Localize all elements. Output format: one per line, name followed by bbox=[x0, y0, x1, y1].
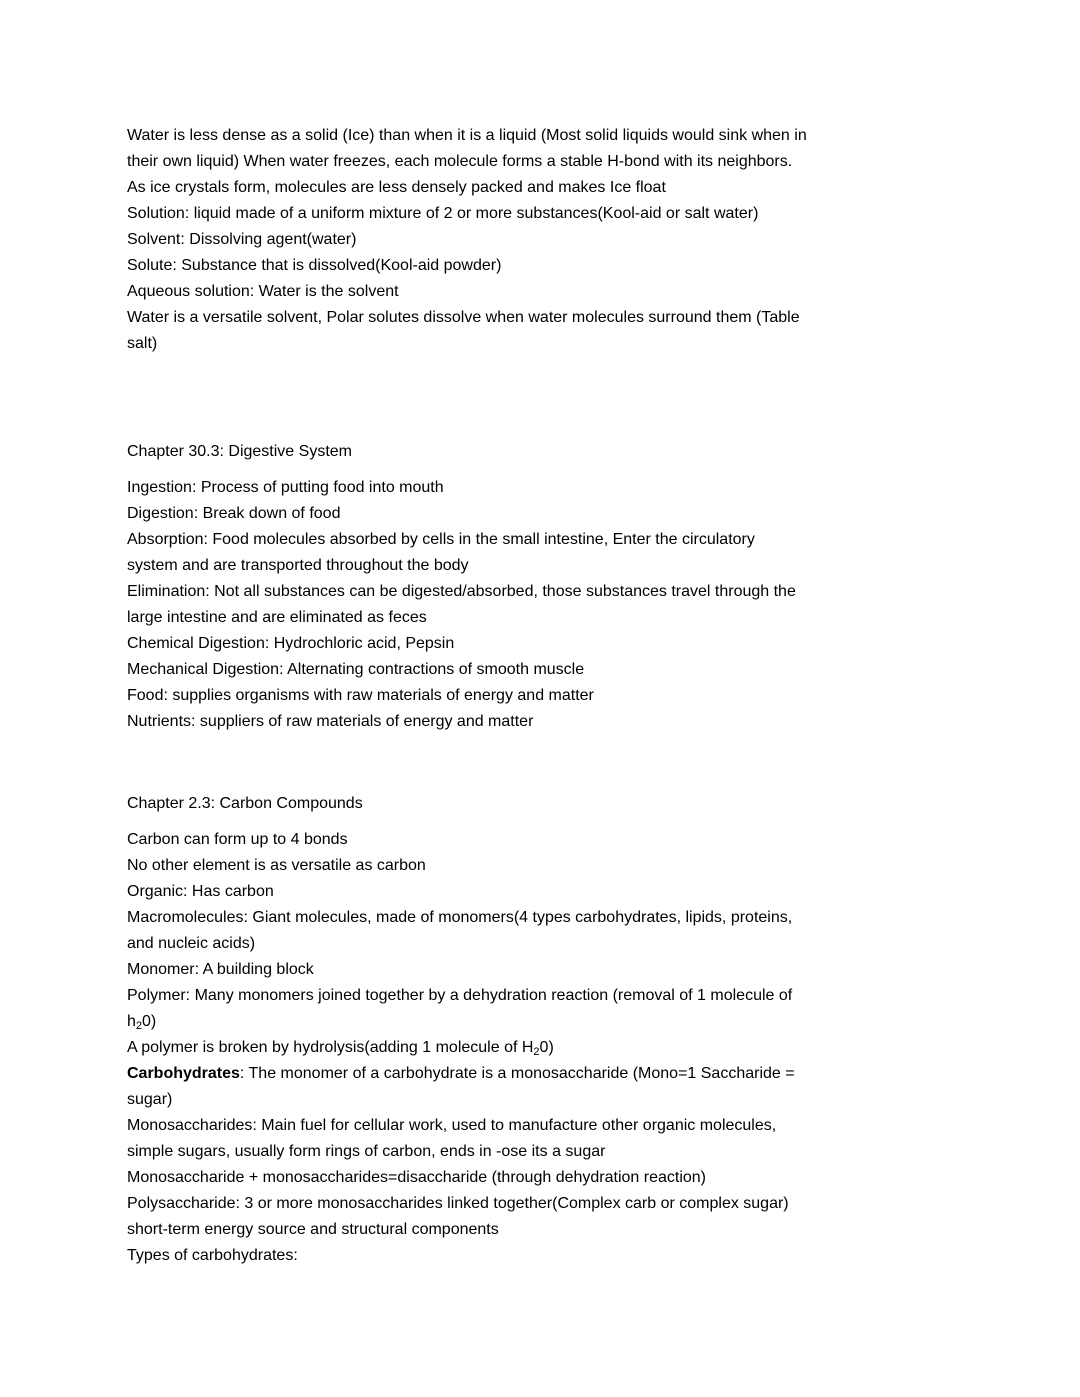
text-line: system and are transported throughout the body bbox=[127, 557, 469, 574]
text-line: Polysaccharide: 3 or more monosaccharides linked together(Complex carb or complex sugar) bbox=[127, 1195, 789, 1212]
subscript-text-run: 2 bbox=[135, 1020, 143, 1032]
text-line: large intestine and are eliminated as feces bbox=[127, 609, 427, 626]
text-line: their own liquid) When water freezes, each molecule forms a stable H-bond with its neighbors. bbox=[127, 153, 793, 170]
text-line: Water is a versatile solvent, Polar solutes dissolve when water molecules surround them (Table bbox=[127, 309, 800, 326]
paragraph bbox=[127, 123, 960, 357]
text-line: Nutrients: suppliers of raw materials of energy and matter bbox=[127, 713, 534, 730]
text-line: and nucleic acids) bbox=[127, 935, 256, 952]
text-line: Monosaccharides: Main fuel for cellular work, used to manufacture other organic molecules, bbox=[127, 1117, 777, 1134]
text-line: Chemical Digestion: Hydrochloric acid, Pepsin bbox=[127, 635, 455, 652]
bold-text-run: Carbohydrates bbox=[127, 1065, 240, 1082]
blank-line bbox=[127, 357, 960, 383]
text-line: Monosaccharide + monosaccharides=disaccharide (through dehydration reaction) bbox=[127, 1169, 706, 1186]
text-line: Solute: Substance that is dissolved(Kool-aid powder) bbox=[127, 257, 502, 274]
blank-line bbox=[127, 735, 960, 761]
text-line bbox=[127, 1009, 960, 1035]
text-line: Food: supplies organisms with raw materials of energy and matter bbox=[127, 687, 594, 704]
text-line: Polymer: Many monomers joined together by a dehydration reaction (removal of 1 molecule of bbox=[127, 987, 793, 1004]
paragraph bbox=[127, 475, 960, 735]
text-line: Water is less dense as a solid (Ice) than when it is a liquid (Most solid liquids would sink when in bbox=[127, 127, 807, 144]
text-line: Solution: liquid made of a uniform mixture of 2 or more substances(Kool-aid or salt water) bbox=[127, 205, 759, 222]
text-line: Elimination: Not all substances can be digested/absorbed, those substances travel through the bbox=[127, 583, 796, 600]
text-run: 0) bbox=[142, 1013, 157, 1030]
text-run: 0) bbox=[539, 1039, 554, 1056]
subscript-text-run: 2 bbox=[533, 1046, 540, 1058]
blank-line bbox=[127, 761, 960, 787]
paragraph bbox=[127, 827, 960, 1269]
text-line: No other element is as versatile as carbon bbox=[127, 857, 426, 874]
text-run: h bbox=[127, 1013, 136, 1030]
text-line: As ice crystals form, molecules are less densely packed and makes Ice float bbox=[127, 179, 666, 196]
text-line: Solvent: Dissolving agent(water) bbox=[127, 231, 357, 248]
section-heading bbox=[127, 439, 960, 465]
text-line: Mechanical Digestion: Alternating contractions of smooth muscle bbox=[127, 661, 585, 678]
text-line: salt) bbox=[127, 335, 158, 352]
text-line: Aqueous solution: Water is the solvent bbox=[127, 283, 399, 300]
blank-line bbox=[127, 409, 960, 435]
text-line: Monomer: A building block bbox=[127, 961, 314, 978]
text-line: Digestion: Break down of food bbox=[127, 505, 341, 522]
text-run: : The monomer of a carbohydrate is a monosaccharide (Mono=1 Saccharide = bbox=[239, 1065, 795, 1082]
text-line: Ingestion: Process of putting food into mouth bbox=[127, 479, 444, 496]
text-line: Organic: Has carbon bbox=[127, 883, 274, 900]
text-line: Types of carbohydrates: bbox=[127, 1247, 298, 1264]
blank-line bbox=[127, 383, 960, 409]
text-line: sugar) bbox=[127, 1091, 173, 1108]
heading-line: Chapter 30.3: Digestive System bbox=[127, 443, 352, 460]
text-line: short-term energy source and structural components bbox=[127, 1221, 499, 1238]
section-heading bbox=[127, 791, 960, 817]
text-line: Macromolecules: Giant molecules, made of monomers(4 types carbohydrates, lipids, proteins, bbox=[127, 909, 793, 926]
text-line bbox=[127, 1061, 960, 1087]
text-line: Absorption: Food molecules absorbed by cells in the small intestine, Enter the circulatory bbox=[127, 531, 755, 548]
text-line bbox=[127, 1035, 960, 1061]
heading-line: Chapter 2.3: Carbon Compounds bbox=[127, 795, 363, 812]
text-line: Carbon can form up to 4 bonds bbox=[127, 831, 348, 848]
text-run: A polymer is broken by hydrolysis(adding 1 molecule of H bbox=[127, 1039, 534, 1056]
text-line: simple sugars, usually form rings of carbon, ends in -ose its a sugar bbox=[127, 1143, 606, 1160]
